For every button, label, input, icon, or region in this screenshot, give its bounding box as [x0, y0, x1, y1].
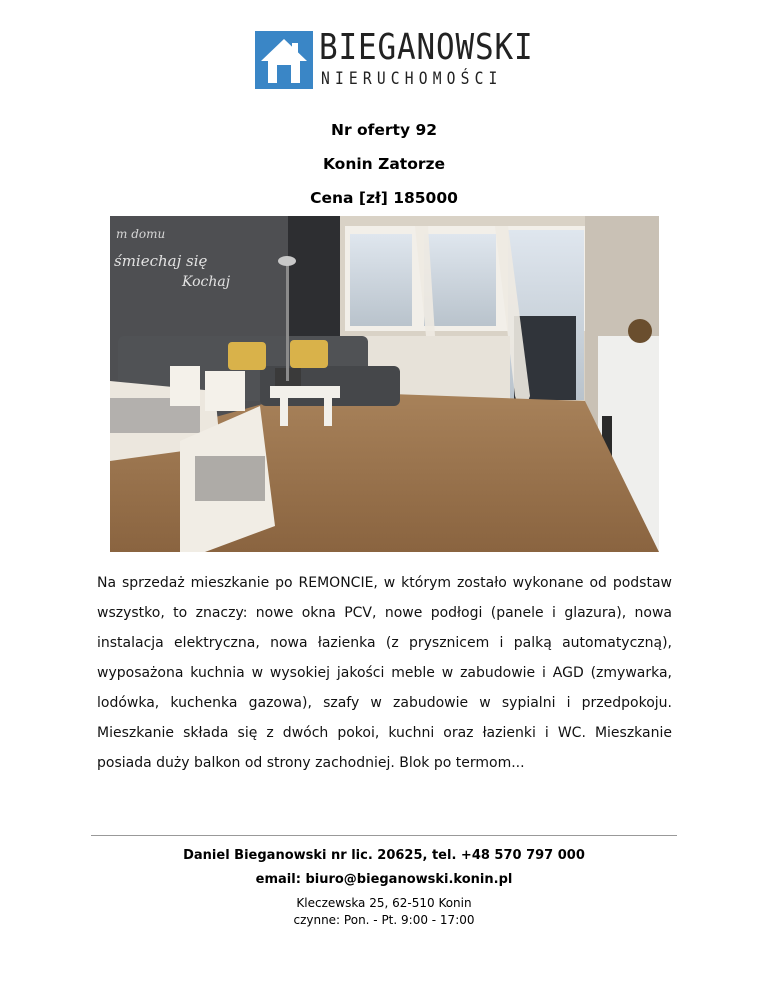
house-logo-icon	[255, 31, 313, 89]
wall-text-2: śmiechaj się	[114, 252, 208, 270]
wall-text-1: m domu	[116, 227, 166, 241]
footer-agent: Daniel Bieganowski nr lic. 20625, tel. +48 570 797 000	[183, 848, 585, 863]
apartment-photo	[110, 216, 659, 552]
footer-email: email: biuro@bieganowski.konin.pl	[255, 872, 513, 887]
logo-subtitle: NIERUCHOMOŚCI	[321, 69, 503, 89]
wall-text-3: Kochaj	[182, 274, 231, 290]
offer-price: Cena [zł] 185000	[310, 189, 458, 207]
offer-description: Na sprzedaż mieszkanie po REMONCIE, w którym zostało wykonane od podstaw wszystko, to znaczy: nowe okna PCV, nowe podłogi (panele i glazura), nowa instalacja elektryczna, nowa łazienka (z prysznicem i palką automatyczną), wyposażona kuchnia w wysokiej jakości meble w zabudowie i AGD (zmywarka, lodówka, kuchenka gazowa), szafy w zabudowie w sypialni i przedpokoju. Mieszkanie składa się z dwóch pokoi, kuchni oraz łazienki i WC. Mieszkanie posiada duży balkon od strony zachodniej. Blok po termom...	[97, 575, 672, 771]
footer-divider	[91, 835, 677, 836]
footer-address: Kleczewska 25, 62-510 Konin	[296, 896, 472, 910]
company-logo	[255, 27, 534, 89]
offer-number: Nr oferty 92	[330, 121, 438, 139]
offer-location: Konin Zatorze	[322, 155, 446, 173]
footer-hours: czynne: Pon. - Pt. 9:00 - 17:00	[293, 913, 475, 927]
logo-title: BIEGANOWSKI	[319, 27, 534, 68]
